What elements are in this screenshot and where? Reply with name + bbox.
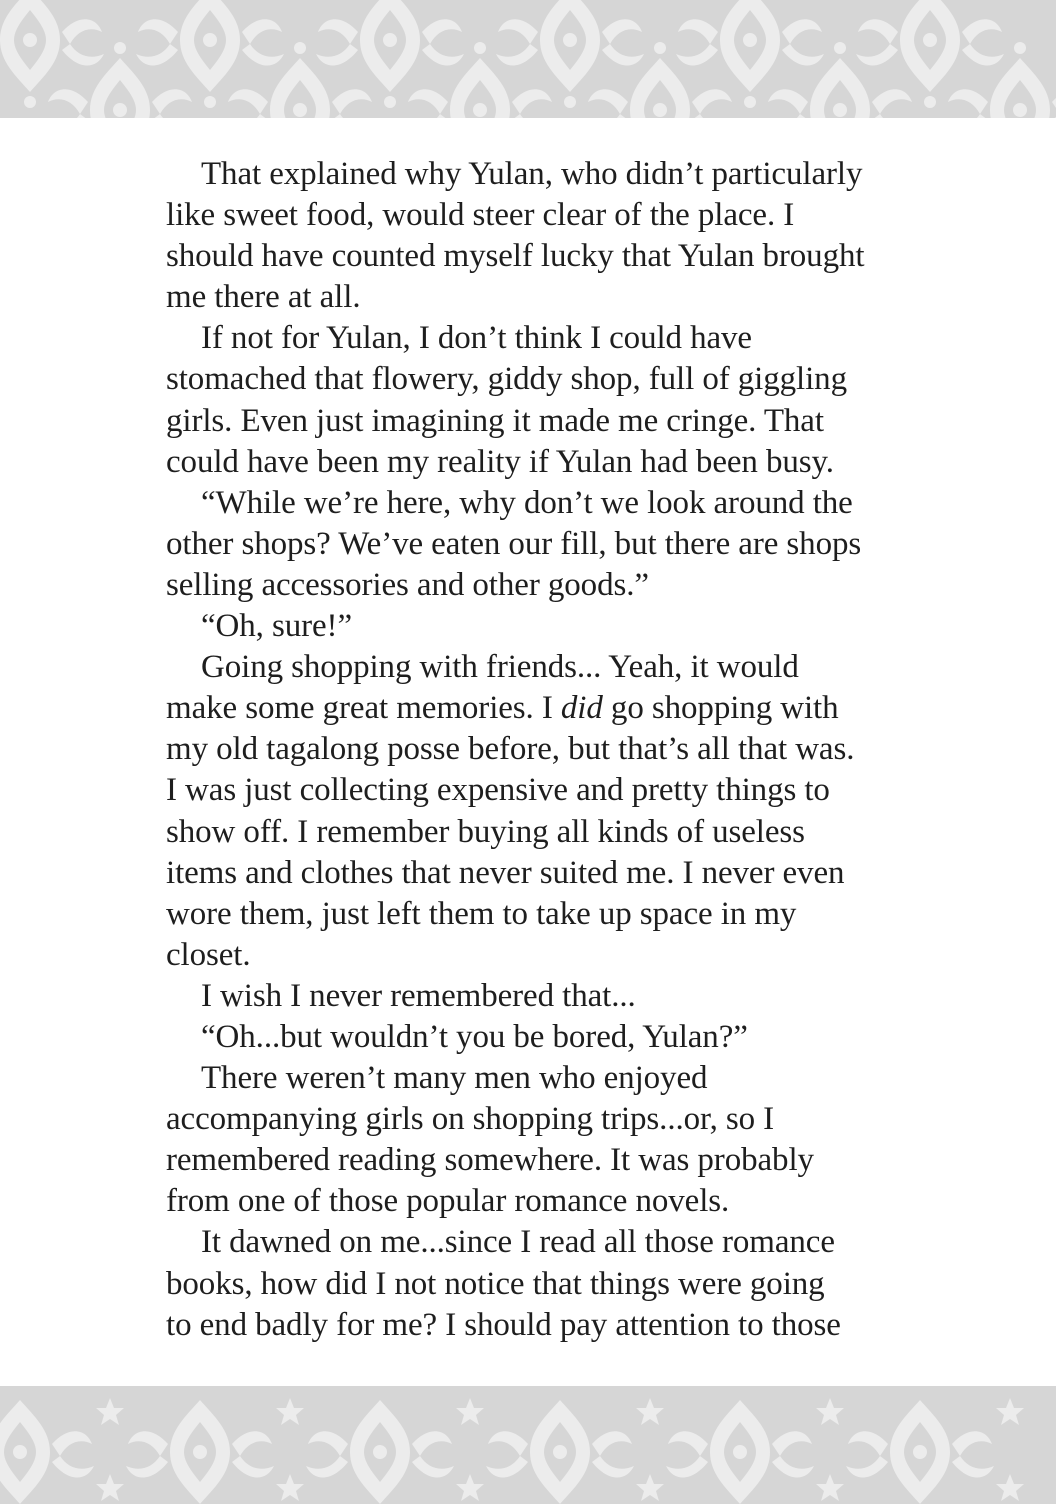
text-line: like sweet food, would steer clear of the place. I xyxy=(166,197,795,234)
text-line: show off. I remember buying all kinds of useless xyxy=(166,813,805,850)
text-line: There weren’t many men who enjoyed xyxy=(201,1060,708,1097)
text-line: my old tagalong posse before, but that’s all that was. xyxy=(166,731,855,768)
text-line: books, how did I not notice that things were going xyxy=(166,1265,825,1302)
text-line: Going shopping with friends... Yeah, it would xyxy=(201,649,799,686)
text-line: stomached that flowery, giddy shop, full of giggling xyxy=(166,361,847,398)
text-line: girls. Even just imagining it made me cringe. That xyxy=(166,402,824,439)
damask-ornament-icon xyxy=(0,0,1056,118)
text-line: selling accessories and other goods.” xyxy=(166,566,649,603)
prose-text xyxy=(166,154,926,1346)
text-line: closet. xyxy=(166,936,251,973)
text-line: to end badly for me? I should pay attention to those xyxy=(166,1306,841,1343)
damask-star-ornament-icon xyxy=(0,1386,1056,1504)
text-line: from one of those popular romance novels. xyxy=(166,1183,730,1220)
bottom-decorative-band xyxy=(0,1386,1056,1504)
text-line: me there at all. xyxy=(166,279,361,316)
text-line: “While we’re here, why don’t we look around the xyxy=(201,484,853,521)
text-line: That explained why Yulan, who didn’t particularly xyxy=(201,156,863,192)
text-line: If not for Yulan, I don’t think I could have xyxy=(201,320,752,357)
italic-emphasis: did xyxy=(560,690,603,727)
text-line: other shops? We’ve eaten our fill, but there are shops xyxy=(166,525,862,562)
text-line: accompanying girls on shopping trips...or, so I xyxy=(166,1101,775,1138)
text-line: I wish I never remembered that... xyxy=(201,977,636,1014)
text-line: It dawned on me...since I read all those romance xyxy=(201,1224,835,1261)
text-line xyxy=(166,688,926,729)
text-line: “Oh, sure!” xyxy=(201,608,352,645)
text-line: “Oh...but wouldn’t you be bored, Yulan?” xyxy=(201,1018,748,1055)
text-line: I was just collecting expensive and pretty things to xyxy=(166,772,830,809)
text-line: should have counted myself lucky that Yulan brought xyxy=(166,238,865,275)
text-line: items and clothes that never suited me. I never even xyxy=(166,854,845,891)
text-segment: make some great memories. I xyxy=(166,690,561,727)
text-line: could have been my reality if Yulan had been busy. xyxy=(166,443,834,480)
text-segment: go shopping with xyxy=(602,690,839,727)
text-line: wore them, just left them to take up space in my xyxy=(166,895,797,932)
top-decorative-band xyxy=(0,0,1056,118)
text-line: remembered reading somewhere. It was probably xyxy=(166,1142,814,1179)
